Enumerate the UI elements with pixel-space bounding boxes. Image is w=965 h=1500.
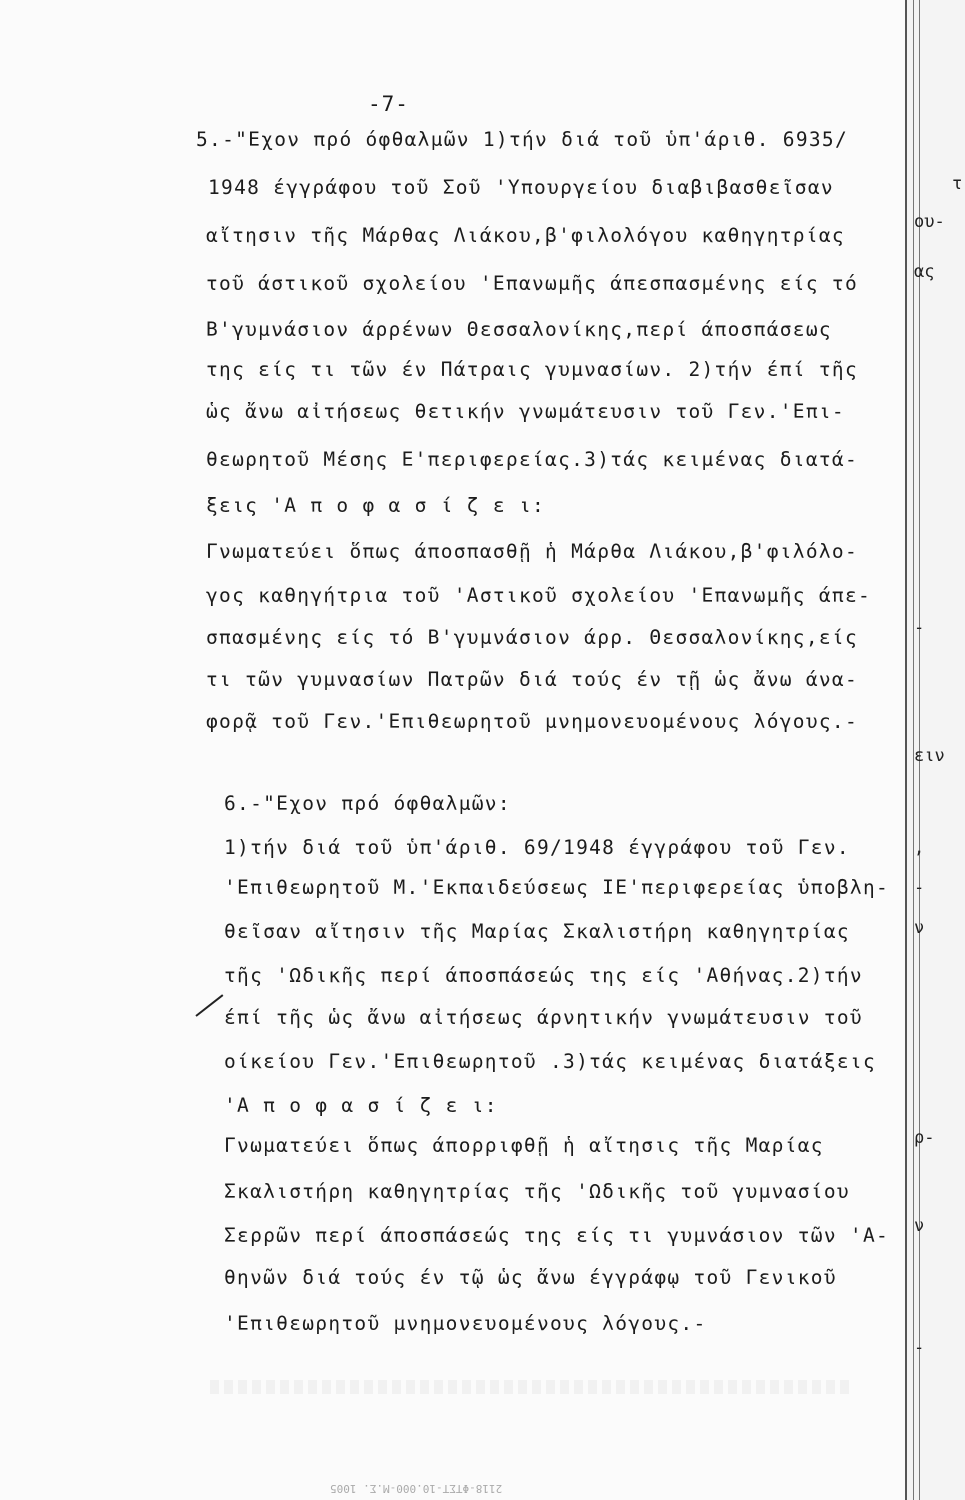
text-line: γος καθηγήτρια τοῦ 'Αστικοῦ σχολείου 'Επανωμῆς άπε- — [206, 584, 872, 607]
show-through-text — [210, 1380, 850, 1394]
text-line: 'Επιθεωρητοῦ μνημονευομένους λόγους.- — [224, 1312, 707, 1335]
text-line: τι τῶν γυμνασίων Πατρῶν διά τούς έν τῇ ὡς ἄνω άνα- — [206, 668, 858, 691]
text-line: τοῦ άστικοῦ σχολείου 'Επανωμῆς άπεσπασμένης είς τό — [206, 272, 858, 295]
text-line: ὡς ἄνω αἰτήσεως θετικήν γνωμάτευσιν τοῦ Γεν.'Επι- — [206, 400, 845, 423]
margin-fragment: ου- — [914, 212, 945, 232]
text-line: Σκαλιστήρη καθηγητρίας τῆς 'Ωδικῆς τοῦ γυμνασίου — [224, 1180, 850, 1203]
text-line: 'Επιθεωρητοῦ Μ.'Εκπαιδεύσεως ΙΕ'περιφερείας ὑποβλη- — [224, 876, 890, 899]
decision-heading: ξεις 'Α π ο φ α σ ί ζ ε ι: — [206, 494, 546, 517]
text-line: έπί τῆς ὡς ἄνω αἰτήσεως άρνητικήν γνωμάτευσιν τοῦ — [224, 1006, 863, 1029]
text-line: οίκείου Γεν.'Επιθεωρητοῦ .3)τάς κειμένας διατάξεις — [224, 1050, 876, 1073]
margin-fragment: ας — [914, 262, 935, 282]
margin-fragment: ν — [914, 1216, 925, 1236]
text-line: 1948 έγγράφου τοῦ Σοῦ 'Υπουργείου διαβιβασθεῖσαν — [208, 176, 834, 199]
handwritten-margin-mark — [195, 994, 223, 1017]
margin-fragment: - — [914, 618, 925, 638]
text-line: φορᾷ τοῦ Γεν.'Επιθεωρητοῦ μνημονευομένους λόγους.- — [206, 710, 858, 733]
margin-fragment: ν — [914, 918, 925, 938]
text-line: θεωρητοῦ Μέσης Ε'περιφερείας.3)τάς κειμένας διατά- — [206, 448, 858, 471]
margin-fragment: , — [914, 838, 925, 858]
text-line: σπασμένης είς τό Β'γυμνάσιον άρρ. Θεσσαλονίκης,είς — [206, 626, 858, 649]
margin-fragment: τ — [952, 174, 963, 194]
text-line: θηνῶν διά τούς έν τῷ ὡς ἄνω έγγράφῳ τοῦ Γενικοῦ — [224, 1266, 837, 1289]
printer-footer-note: 2118-ΦΤΣΤ-10.000-Μ.Σ. 1005 — [330, 1482, 503, 1495]
text-line: 1)τήν διά τοῦ ὑπ'άριθ. 69/1948 έγγράφου τοῦ Γεν. — [224, 836, 850, 859]
decision-heading: 'Α π ο φ α σ ί ζ ε ι: — [224, 1094, 498, 1117]
margin-fragment: ρ- — [914, 1128, 935, 1148]
margin-fragment: - — [914, 1338, 925, 1358]
text-line: αἴτησιν τῆς Μάρθας Λιάκου,β'φιλολόγου καθηγητρίας — [206, 224, 845, 247]
text-line: θεῖσαν αἴτησιν τῆς Μαρίας Σκαλιστήρη καθηγητρίας — [224, 920, 850, 943]
text-line: τῆς 'Ωδικῆς περί άποσπάσεώς της είς 'Αθήνας.2)τήν — [224, 964, 863, 987]
page-number: -7- — [368, 92, 409, 116]
text-line: της είς τι τῶν έν Πάτραις γυμνασίων. 2)τήν έπί τῆς — [206, 358, 858, 381]
text-line: 5.-"Εχον πρό όφθαλμῶν 1)τήν διά τοῦ ὑπ'άριθ. 6935/ — [196, 128, 848, 151]
margin-fragment: ειν — [914, 746, 945, 766]
text-line: Γνωματεύει ὅπως άποσπασθῇ ἡ Μάρθα Λιάκου,β'φιλόλο- — [206, 540, 858, 563]
margin-fragment: - — [914, 878, 925, 898]
text-line: Σερρῶν περί άποσπάσεώς της είς τι γυμνάσιον τῶν 'Α- — [224, 1224, 890, 1247]
text-line: Γνωματεύει ὅπως άπορριφθῇ ἡ αἴτησις τῆς Μαρίας — [224, 1134, 824, 1157]
section-heading: 6.-"Εχον πρό όφθαλμῶν: — [224, 792, 511, 815]
text-line: Β'γυμνάσιον άρρένων Θεσσαλονίκης,περί άποσπάσεως — [206, 318, 832, 341]
